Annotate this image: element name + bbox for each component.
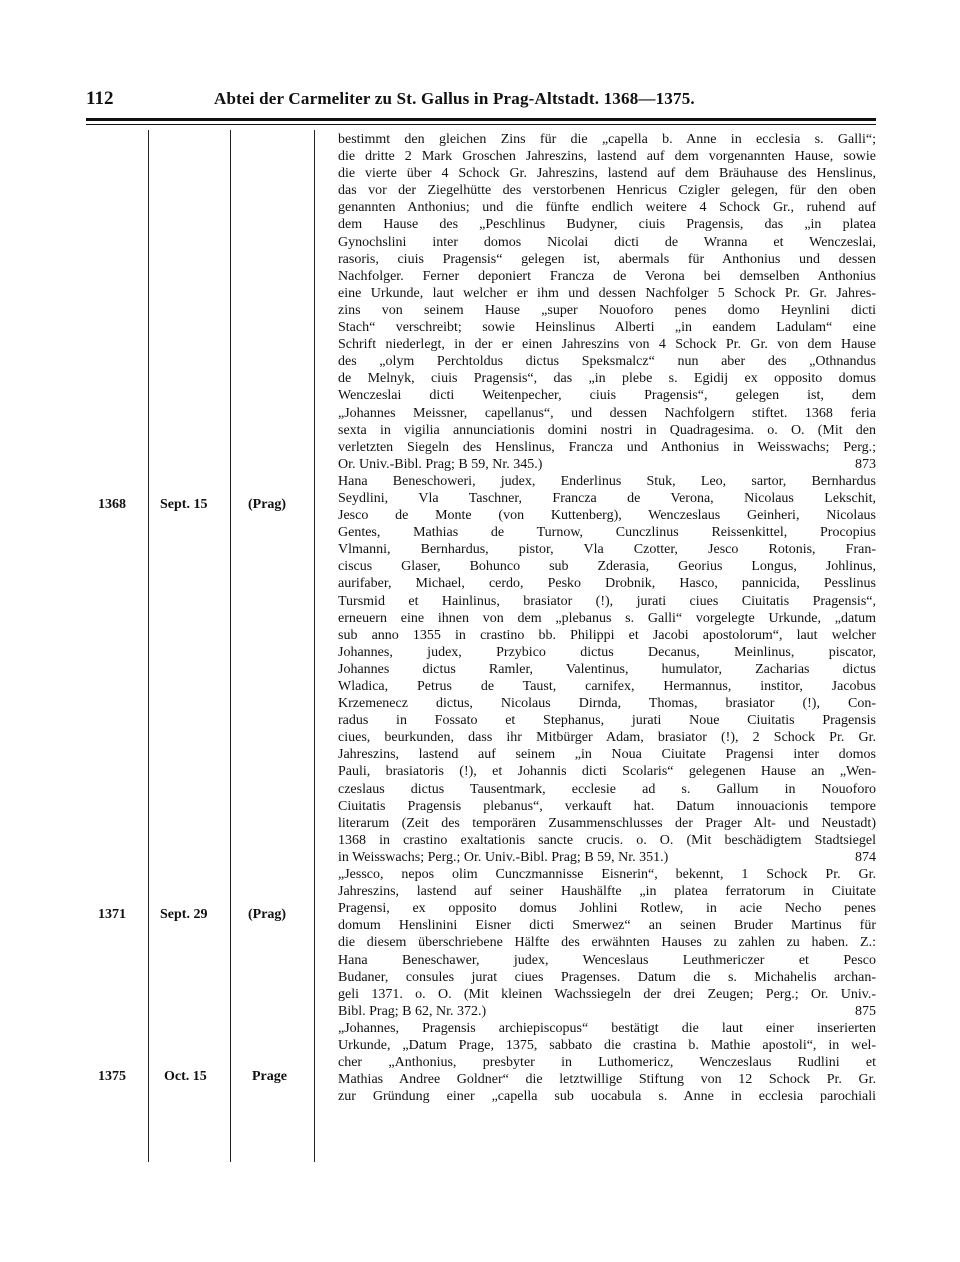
text-line: Pauli, brasiatoris (!), et Johannis dicti Scolaris“ gelegenen Hause an „Wen-	[338, 764, 876, 780]
page-header	[86, 88, 876, 116]
text-line: Vlmanni, Bernhardus, pistor, Vla Czotter, Jesco Rotonis, Fran-	[338, 542, 876, 558]
entry-year: 1368	[98, 497, 126, 512]
text-line: genannten Anthonius; und die fünfte endlich weitere 4 Schock Gr., ruhend auf	[338, 200, 876, 216]
text-line: czeslaus dictus Tausentmark, ecclesie ad s. Gallum in Nouoforo	[338, 781, 876, 797]
text-line: des „olym Perchtoldus dictus Speksmalcz“ nun aber des „Othnandus	[338, 354, 876, 370]
text-line: cher „Anthonius, presbyter in Luthomericz, Wenczeslaus Rudlini et	[338, 1055, 876, 1071]
header-rule-thick	[86, 118, 876, 121]
text-line: Nachfolger. Ferner deponiert Francza de Verona bei demselben Anthonius	[338, 268, 876, 284]
regest-number: 875	[855, 1003, 876, 1019]
text-line: eine Urkunde, laut welcher er ihm und dessen Nachfolger 5 Schock Pr. Gr. Jahres-	[338, 285, 876, 301]
column-rule-2	[230, 130, 231, 1162]
text-line: Or. Univ.-Bibl. Prag; B 59, Nr. 345.)	[338, 456, 543, 472]
text-line: „Johannes, Pragensis archiepiscopus“ bestätigt die laut einer inserierten	[338, 1020, 876, 1036]
header-rule-thin	[86, 124, 876, 125]
entry-year: 1371	[98, 907, 126, 922]
text-line: Jahreszins, lastend auf seinem „in Noua Ciuitate Pragensi inter domos	[338, 747, 876, 763]
text-line: Urkunde, „Datum Prage, 1375, sabbato die crastina b. Mathie apostoli“, in wel-	[338, 1037, 876, 1053]
text-line: geli 1371. o. O. (Mit kleinen Wachssiegeln der drei Zeugen; Perg.; Or. Univ.-	[338, 986, 876, 1002]
entry-date: Sept. 15	[160, 497, 208, 512]
text-line: in Weisswachs; Perg.; Or. Univ.-Bibl. Prag; B 59, Nr. 351.)	[338, 849, 669, 865]
text-line: Mathias Andree Goldner“ die letztwillige Stiftung von 12 Schock Pr. Gr.	[338, 1072, 876, 1088]
text-line: sub anno 1355 in crastino bb. Philippi et Jacobi apostolorum“, laut welcher	[338, 627, 876, 643]
page-number: 112	[86, 88, 114, 109]
entry-date: Sept. 29	[160, 907, 208, 922]
text-line: zins von seinem Hause „super Nouoforo penes domo Heynlini dicti	[338, 302, 876, 318]
text-line: Hana Beneschawer, judex, Wenceslaus Leuthmericzer et Pesco	[338, 952, 876, 968]
text-line-last	[338, 1003, 876, 1020]
text-line: Budaner, consules jurat ciues Pragenses. Datum die s. Michahelis archan-	[338, 969, 876, 985]
running-title: Abtei der Carmeliter zu St. Gallus in Prag-Altstadt. 1368—1375.	[214, 89, 695, 108]
text-line: literarum (Zeit des temporären Zusammenschlusses der Prager Alt- und Neustadt)	[338, 815, 876, 831]
text-line: de Melnyk, ciuis Pragensis“, das „in plebe s. Egidij ex opposito domus	[338, 371, 876, 387]
text-line: die dritte 2 Mark Groschen Jahreszins, lastend auf dem vorgenannten Hause, sowie	[338, 149, 876, 165]
text-line: das vor der Ziegelhütte des verstorbenen Henricus Czigler gelegen, für den oben	[338, 183, 876, 199]
text-line: „Jessco, nepos olim Cunczmannisse Eisnerin“, bekennt, 1 Schock Pr. Gr.	[338, 867, 876, 883]
entry-place: (Prag)	[248, 907, 287, 922]
text-line: Bibl. Prag; B 62, Nr. 372.)	[338, 1003, 487, 1019]
entry-873	[338, 131, 876, 473]
text-line: ciscus Glaser, Bohunco sub Zderasia, Georius Longus, Johlinus,	[338, 559, 876, 575]
text-line: verletzten Siegeln des Henslinus, Francza und Anthonius in Weisswachs; Perg.;	[338, 439, 876, 455]
column-rule-3	[314, 130, 315, 1162]
regest-number: 874	[855, 849, 876, 865]
text-line: Seydlini, Vla Taschner, Francza de Verona, Nicolaus Lekschit,	[338, 490, 876, 506]
text-line: dem Hause des „Peschlinus Budyner, ciuis Pragensis, das „in platea	[338, 217, 876, 233]
entry-date: Oct. 15	[164, 1069, 207, 1084]
text-line: Tursmid et Hainlinus, brasiator (!), jurati ciues Ciuitatis Pragensis“,	[338, 593, 876, 609]
text-line: „Johannes Meissner, capellanus“, und dessen Nachfolgern stiftet. 1368 feria	[338, 405, 876, 421]
entry-874	[338, 473, 876, 866]
text-line: Schrift niederlegt, in der er einen Jahreszins von 4 Schock Pr. Gr. von dem Hause	[338, 337, 876, 353]
entry-place: (Prag)	[248, 497, 287, 512]
text-line: Wladica, Petrus de Taust, carnifex, Hermannus, institor, Jacobus	[338, 679, 876, 694]
text-line: Jesco de Monte (von Kuttenberg), Wenczeslaus Geinheri, Nicolaus	[338, 508, 876, 524]
text-line-last	[338, 456, 876, 473]
regest-text	[338, 131, 876, 1105]
text-line: domum Henslinini Eisner dicti Smerwez“ an seinen Bruder Martinus für	[338, 918, 876, 934]
column-rule-1	[148, 130, 149, 1162]
text-line: Hana Beneschoweri, judex, Enderlinus Stuk, Leo, sartor, Bernhardus	[338, 473, 876, 489]
text-line: Gynochslini inter domos Nicolai dicti de Wranna et Wenczeslai,	[338, 234, 876, 250]
text-line: ciues, beurkunden, dass ihr Mitbürger Adam, brasiator (!), 2 Schock Pr. Gr.	[338, 730, 876, 746]
text-line: bestimmt den gleichen Zins für die „capella b. Anne in ecclesia s. Galli“;	[338, 132, 876, 147]
text-line: zur Gründung einer „capella sub uocabula s. Anne in ecclesia parochiali	[338, 1089, 876, 1105]
text-line-last	[338, 849, 876, 866]
text-line: 1368 in crastino exaltationis sancte crucis. o. O. (Mit beschädigtem Stadtsiegel	[338, 832, 876, 848]
text-line: Stach“ verschreibt; sowie Heinslinus Alberti „in eandem Ladulam“ eine	[338, 320, 876, 336]
text-line: radus in Fossato et Stephanus, jurati Noue Ciuitatis Pragensis	[338, 713, 876, 729]
text-line: die vierte über 4 Schock Gr. Jahreszins, lastend auf dem Bräuhause des Henslinus,	[338, 166, 876, 182]
text-line: erneuern eine ihnen von dem „plebanus s. Galli“ vorgelegte Urkunde, „datum	[338, 610, 876, 626]
text-line: Gentes, Mathias de Turnow, Cunczlinus Reissenkittel, Procopius	[338, 525, 876, 541]
entry-876	[338, 1020, 876, 1105]
text-line: rasoris, ciuis Pragensis“ gelegen ist, abermals für Anthonius und dessen	[338, 251, 876, 267]
text-line: Krzemenecz dictus, Nicolaus Dirnda, Thomas, brasiator (!), Con-	[338, 696, 876, 712]
text-line: aurifaber, Michael, cerdo, Pesko Drobnik, Hasco, pannicida, Pesslinus	[338, 576, 876, 592]
text-line: sexta in vigilia annunciationis domini nostri in Quadragesima. o. O. (Mit den	[338, 422, 876, 438]
text-line: Wenczeslai dicti Weitenpecher, ciuis Pragensis“, gelegen ist, dem	[338, 388, 876, 404]
text-line: Pragensi, ex opposito domus Johlini Rotlew, in acie Necho penes	[338, 901, 876, 917]
text-line: die diesem überschriebene Hälfte des erwähnten Hauses zu zahlen zu haben. Z.:	[338, 935, 876, 951]
entry-875	[338, 866, 876, 1020]
entry-year: 1375	[98, 1069, 126, 1084]
text-line: Ciuitatis Pragensis plebanus“, verkauft hat. Datum innouacionis tempore	[338, 798, 876, 814]
entry-place: Prage	[252, 1069, 287, 1084]
regest-number: 873	[855, 456, 876, 472]
text-line: Jahreszins, lastend auf seiner Haushälfte „in platea ferratorum in Ciuitate	[338, 884, 876, 900]
text-line: Johannes dictus Ramler, Valentinus, humulator, Zacharias dictus	[338, 661, 876, 677]
text-line: Johannes, judex, Przybico dictus Decanus, Meinlinus, piscator,	[338, 644, 876, 660]
